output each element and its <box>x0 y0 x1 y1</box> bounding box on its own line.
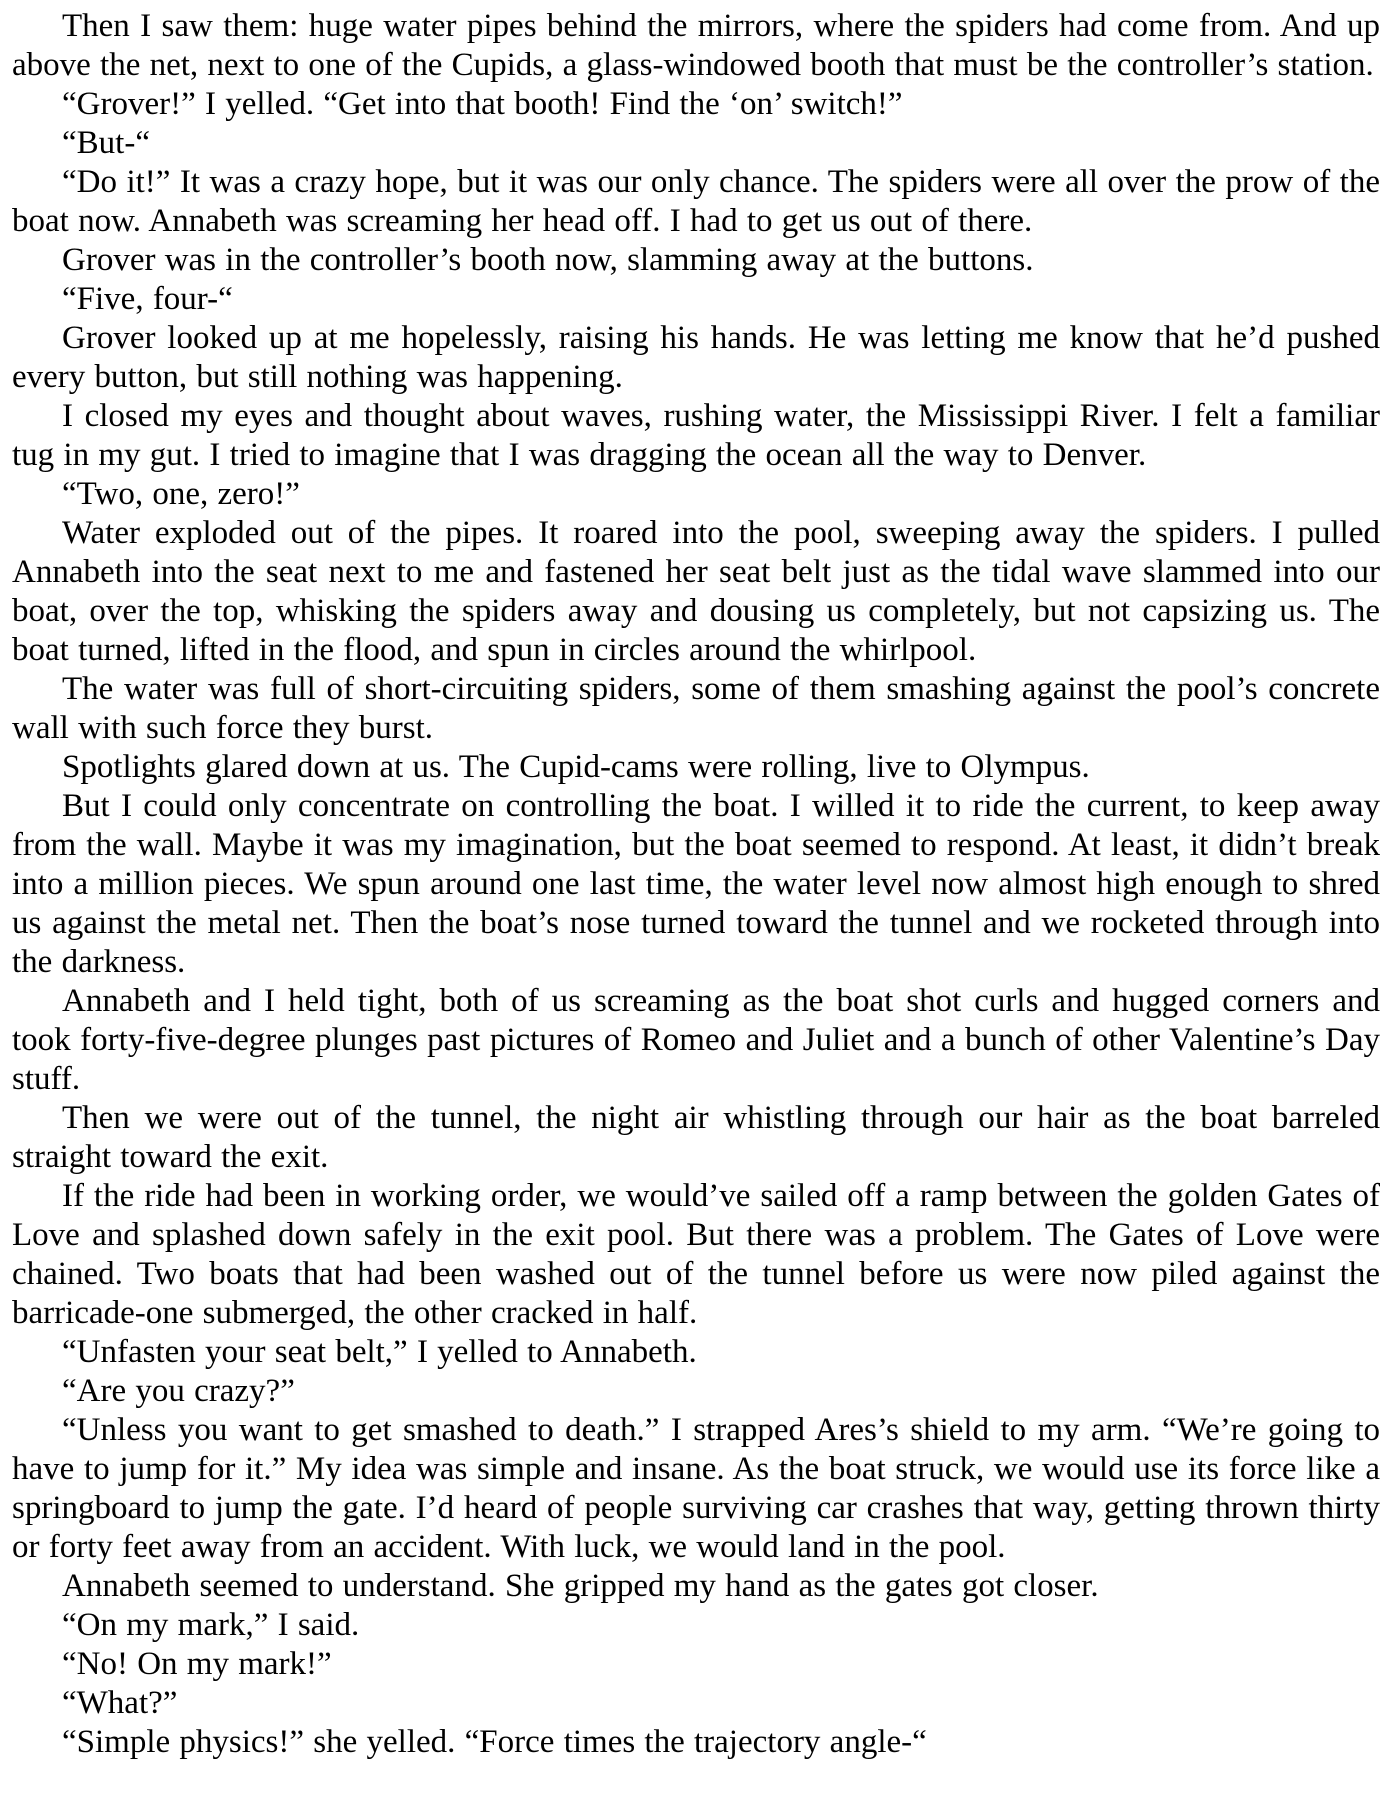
paragraph: “But-“ <box>62 125 150 161</box>
paragraph: “What?” <box>62 1685 178 1721</box>
paragraph: “Two, one, zero!” <box>62 476 300 512</box>
paragraph: If the ride had been in working order, we would’ve sailed off a ramp between the golden Gates of Love and splashed down safely in the exit pool. But there was a problem. The Gates of Love were chained. Two boats that had been washed out of the tunnel before us were now piled against the barricade-one submerged, the other cracked in half. <box>12 1178 1380 1331</box>
paragraph: “Are you crazy?” <box>62 1373 295 1409</box>
paragraph: Grover looked up at me hopelessly, raising his hands. He was letting me know that he’d pushed every button, but still nothing was happening. <box>12 320 1380 395</box>
paragraph: “Unfasten your seat belt,” I yelled to Annabeth. <box>62 1334 697 1370</box>
paragraph: Annabeth and I held tight, both of us screaming as the boat shot curls and hugged corners and took forty-five-degree plunges past pictures of Romeo and Juliet and a bunch of other Valentine’s Day stuff. <box>12 983 1380 1097</box>
paragraph: “Unless you want to get smashed to death.” I strapped Ares’s shield to my arm. “We’re going to have to jump for it.” My idea was simple and insane. As the boat struck, we would use its force like a springboard to jump the gate. I’d heard of people surviving car crashes that way, getting thrown thirty or forty feet away from an accident. With luck, we would land in the pool. <box>12 1412 1380 1565</box>
paragraph: “No! On my mark!” <box>62 1646 332 1682</box>
paragraph: Spotlights glared down at us. The Cupid-cams were rolling, live to Olympus. <box>62 749 1090 785</box>
paragraph: “Simple physics!” she yelled. “Force times the trajectory angle-“ <box>62 1724 927 1760</box>
paragraph: Then we were out of the tunnel, the night air whistling through our hair as the boat barreled straight toward the exit. <box>12 1100 1380 1175</box>
paragraph: Then I saw them: huge water pipes behind the mirrors, where the spiders had come from. And up above the net, next to one of the Cupids, a glass-windowed booth that must be the controller’s station. <box>12 8 1380 83</box>
paragraph: Annabeth seemed to understand. She gripped my hand as the gates got closer. <box>62 1568 1099 1604</box>
paragraph: But I could only concentrate on controlling the boat. I willed it to ride the current, to keep away from the wall. Maybe it was my imagination, but the boat seemed to respond. At least, it didn’t break into a million pieces. We spun around one last time, the water level now almost high enough to shred us against the metal net. Then the boat’s nose turned toward the tunnel and we rocketed through into the darkness. <box>12 788 1380 980</box>
paragraph: “On my mark,” I said. <box>62 1607 360 1643</box>
paragraph: “Do it!” It was a crazy hope, but it was our only chance. The spiders were all over the prow of the boat now. Annabeth was screaming her head off. I had to get us out of there. <box>12 164 1380 239</box>
paragraph: Water exploded out of the pipes. It roared into the pool, sweeping away the spiders. I pulled Annabeth into the seat next to me and fastened her seat belt just as the tidal wave slammed into our boat, over the top, whisking the spiders away and dousing us completely, but not capsizing us. The boat turned, lifted in the flood, and spun in circles around the whirlpool. <box>12 515 1380 668</box>
paragraph: I closed my eyes and thought about waves, rushing water, the Mississippi River. I felt a familiar tug in my gut. I tried to imagine that I was dragging the ocean all the way to Denver. <box>12 398 1380 473</box>
paragraph: Grover was in the controller’s booth now, slamming away at the buttons. <box>62 242 1034 278</box>
paragraph: The water was full of short-circuiting spiders, some of them smashing against the pool’s concrete wall with such force they burst. <box>12 671 1380 746</box>
paragraph: “Five, four-“ <box>62 281 233 317</box>
paragraph: “Grover!” I yelled. “Get into that booth! Find the ‘on’ switch!” <box>62 86 903 122</box>
